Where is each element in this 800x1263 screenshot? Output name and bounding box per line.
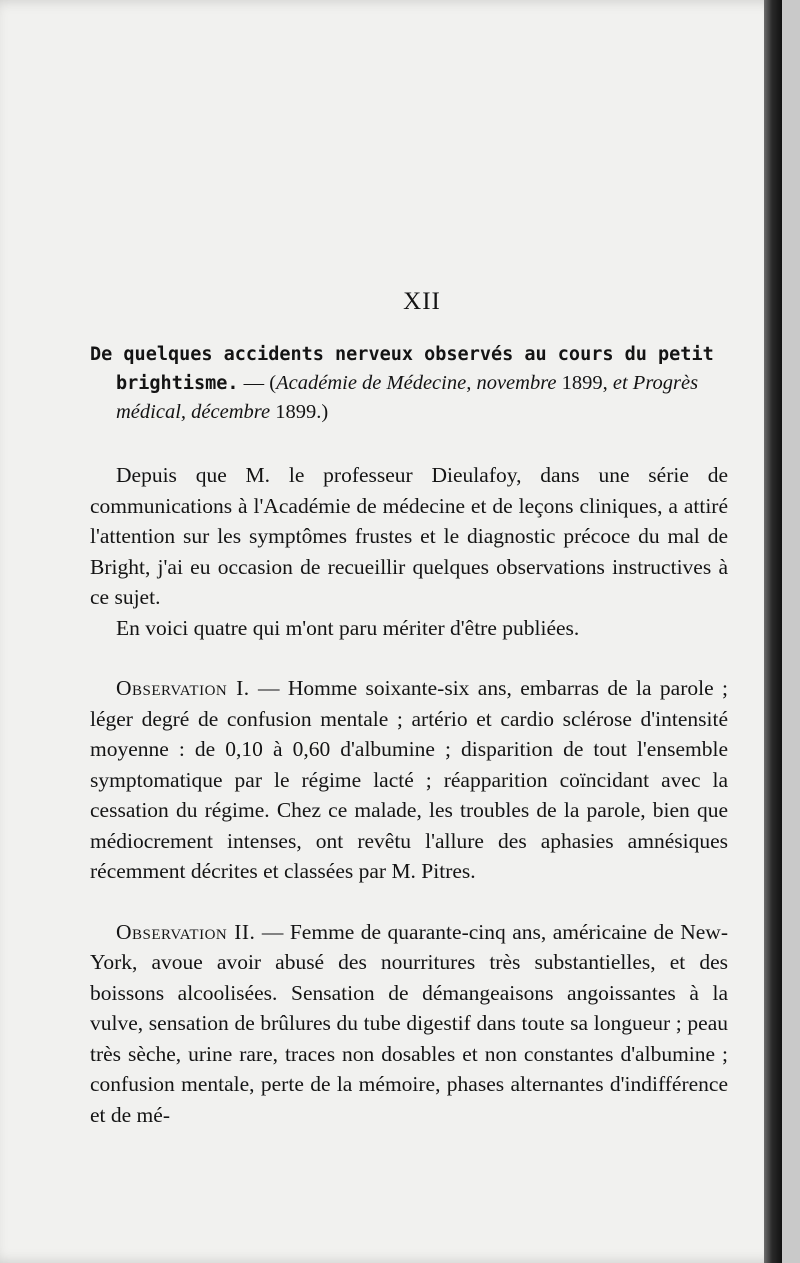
chapter-number: XII [403, 288, 441, 315]
observation-text: — Femme de quarante-cinq ans, américaine de New-York, avoue avoir abusé des nourritures très substantielles, et des boissons alcoolisées. Sensation de démangeaisons angoissantes à la vulve, sensation de brûlures du tube digestif dans toute sa longueur ; peau très sèche, urine rare, traces non dosables et non constantes d'albumine ; confusion mentale, perte de la mémoire, phases alternantes d'indifférence et de mé- [90, 919, 728, 1127]
heading-separator: — ( [238, 372, 277, 394]
heading-year-1: 1899, [556, 372, 613, 394]
intro-paragraph: Depuis que M. le professeur Dieulafoy, dans une série de communications à l'Académie de médecine et de leçons cliniques, a attiré l'attention sur les symptômes frustes et le diagnostic précoce du mal de Bright, j'ai eu occasion de recueillir quelques observations instructives à ce sujet. [90, 463, 728, 609]
page-edge-shadow [764, 0, 782, 1263]
text-block [90, 288, 728, 1130]
observation-label: Observation II. [116, 919, 256, 944]
observation-1 [90, 673, 728, 887]
observation-text: — Homme soixante-six ans, embarras de la parole ; léger degré de confusion mentale ; artério et cardio sclérose d'intensité moyenne : de 0,10 à 0,60 d'albumine ; disparition de tout l'ensemble symptomatique par le régime lacté ; réapparition coïncidant avec la cessation du régime. Chez ce malade, les troubles de la parole, bien que médiocrement intenses, ont revêtu l'allure des aphasies amnésiques récemment décrites et classées par M. Pitres. [90, 676, 728, 883]
observation-label: Observation I. [116, 676, 250, 700]
heading-title: De quelques accidents nerveux observés au cours du petit brightisme. [90, 344, 714, 394]
heading-year-2: 1899.) [270, 401, 329, 423]
heading-source-2: et Progrès médical, décembre [116, 372, 699, 423]
observation-2 [90, 917, 728, 1131]
heading-source-1: Académie de Médecine, novembre [276, 372, 557, 394]
intro-paragraph-2: En voici quatre qui m'ont paru mériter d'être publiées. [116, 615, 580, 640]
section-heading [90, 340, 728, 426]
